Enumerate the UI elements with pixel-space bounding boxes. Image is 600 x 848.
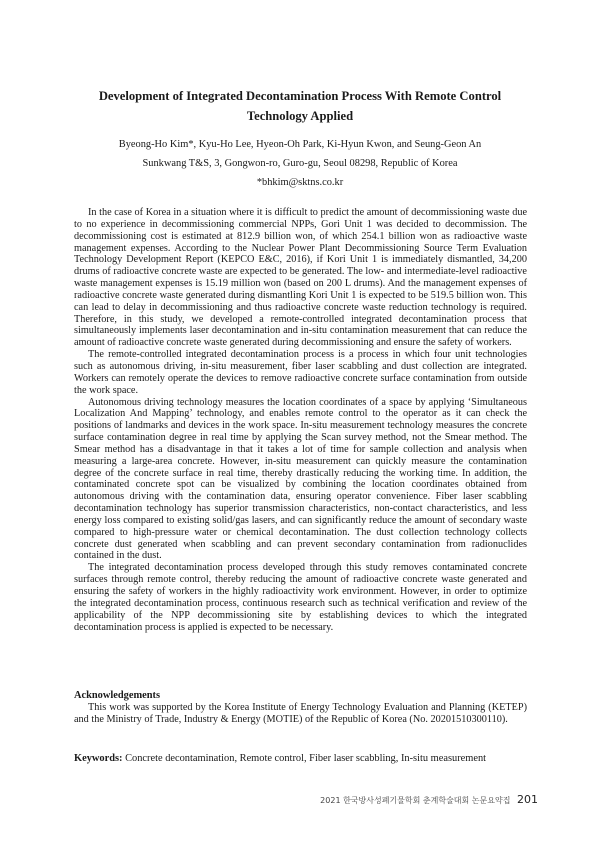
body-paragraph-3: Autonomous driving technology measures the location coordinates of a space by applying ‘Simultaneous Localization And Mapping’ technology, and enables remote control to the operator as it can check the positions of landmarks and devices in the work space. In-situ measurement technology measures the concrete surface contamination degree in real time by applying the Scan survey method, not the Smear method. The Smear method has a disadvantage in that it takes a lot of time for sample collection and analysis when measuring a large-area concrete. However, in-situ measurement can quickly measure the contamination degree of the concrete surface in real time, thereby drastically reducing the working time. In addition, the contaminated concrete spot can be visualized by combining the location coordinates obtained from autonomous driving with the contamination data, ensuring operator convenience. Fiber laser scabbling decontamination technology has superior transmission characteristics, non-contact characteristics, and less energy loss compared to existing solid/gas lasers, and can significantly reduce the amount of secondary waste compared to high-pressure water or chemical decontamination. The dust collection technology collects concrete dust generated when scabbling and can prevent secondary contamination from radionuclides contained in the dust. xyxy=(74,396,527,562)
body-paragraph-2: The remote-controlled integrated decontamination process is a process in which four unit technologies such as autonomous driving, in-situ measurement, fiber laser scabbling and dust collection are integrated. Workers can remotely operate the devices to remove radioactive concrete surface contamination from outside the work space. xyxy=(74,349,527,396)
author-list: Byeong-Ho Kim*, Kyu-Ho Lee, Hyeon-Oh Park, Ki-Hyun Kwon, and Seung-Geon An xyxy=(118,139,482,150)
acknowledgements-heading: Acknowledgements xyxy=(74,690,161,701)
paper-title: Development of Integrated Decontamination Process With Remote Control Technology Applied xyxy=(98,89,502,123)
conference-name: 2021 한국방사성폐기물학회 춘계학술대회 논문요약집 xyxy=(320,796,511,805)
body-paragraph-4: The integrated decontamination process developed through this study removes contaminated concrete surfaces through remote control, thereby reducing the amount of radioactive concrete waste generated and ensuring the safety of workers in the highly radioactivity work environment. However, in order to optimize the integrated decontamination process, continuous research such as technical verification and review of the applicability of the NPP decommissioning site by establishing devices to which the integrated decontamination process is applied is expected to be necessary. xyxy=(74,562,527,633)
abstract-body xyxy=(74,207,527,633)
acknowledgements-text: This work was supported by the Korea Institute of Energy Technology Evaluation and Planning (KETEP) and the Ministry of Trade, Industry & Energy (MOTIE) of the Republic of Korea (No. 20201510300110). xyxy=(74,702,527,725)
body-paragraph-1: In the case of Korea in a situation where it is difficult to predict the amount of decommissioning waste due to no experience in decommissioning commercial NPPs, Gori Unit 1 was decided to decommission. The decommissioning cost is estimated at 812.9 billion won, of which 254.1 billion won as radioactive waste management expenses. According to the Nuclear Power Plant Decommissioning Source Term Evaluation Technology Development Report (KEPCO E&C, 2016), if Kori Unit 1 is immediately dismantled, 34,200 drums of radioactive concrete waste are expected to be generated. The low- and intermediate-level radioactive waste management expenses is 15.19 million won (based on 200 L drums). And the management expenses of radioactive concrete waste generated during dismantling Kori Unit 1 is expected to be 519.5 billion won. This can lead to delay in decommissioning and thus radioactive concrete waste reduction technology is required. Therefore, in this study, we developed a remote-controlled integrated decontamination process that simultaneously implements laser decontamination and in-situ contamination measurement that can reduce the amount of radioactive concrete waste generated during decommissioning and ensure the safety of workers. xyxy=(74,207,527,349)
keywords-line xyxy=(74,753,527,765)
keywords-text: Concrete decontamination, Remote control, Fiber laser scabbling, In-situ measurement xyxy=(125,753,487,764)
affiliation: Sunkwang T&S, 3, Gongwon-ro, Guro-gu, Seoul 08298, Republic of Korea xyxy=(142,158,458,169)
page-footer xyxy=(320,793,538,806)
page-number: 201 xyxy=(517,793,538,806)
acknowledgements-section xyxy=(74,702,527,726)
keywords-label: Keywords: xyxy=(74,753,123,764)
corresponding-email: *bhkim@sktns.co.kr xyxy=(256,177,344,188)
